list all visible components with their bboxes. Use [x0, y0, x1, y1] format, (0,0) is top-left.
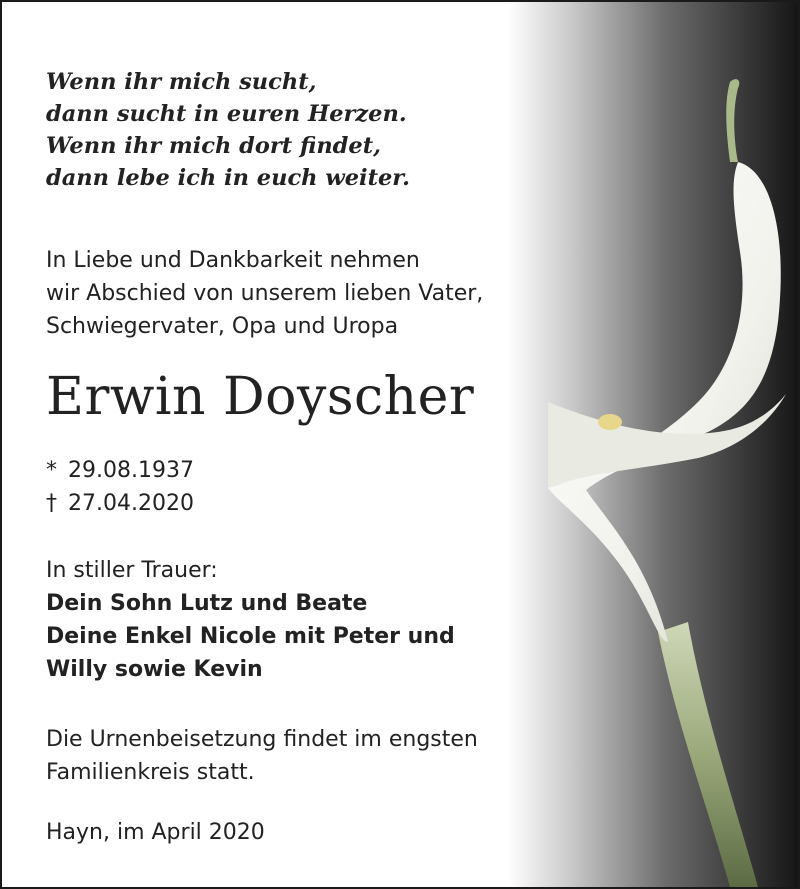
verse-line: dann lebe ich in euch weiter. [46, 165, 410, 191]
memorial-verse [46, 66, 410, 194]
death-date: 27.04.2020 [68, 491, 194, 516]
calla-lily-image [508, 2, 798, 887]
burial-notice [46, 723, 478, 789]
birth-date-line [46, 454, 194, 487]
verse-line: dann sucht in euren Herzen. [46, 101, 407, 127]
death-symbol: † [46, 491, 57, 516]
mourners-heading: In stiller Trauer: [46, 558, 218, 583]
farewell-intro [46, 244, 483, 343]
mourner-line: Dein Sohn Lutz und Beate [46, 591, 368, 616]
mourner-line: Deine Enkel Nicole mit Peter und [46, 624, 455, 649]
verse-line: Wenn ihr mich dort findet, [46, 133, 381, 159]
burial-line: Familienkreis statt. [46, 760, 255, 785]
death-date-line [46, 487, 194, 520]
birth-symbol: * [46, 458, 57, 483]
life-dates [46, 454, 194, 520]
intro-line: Schwiegervater, Opa und Uropa [46, 314, 399, 339]
birth-date: 29.08.1937 [68, 458, 194, 483]
intro-line: In Liebe und Dankbarkeit nehmen [46, 248, 420, 273]
deceased-name: Erwin Doyscher [46, 367, 475, 427]
mourner-line: Willy sowie Kevin [46, 657, 263, 682]
burial-line: Die Urnenbeisetzung findet im engsten [46, 727, 478, 752]
intro-line: wir Abschied von unserem lieben Vater, [46, 281, 484, 306]
verse-line: Wenn ihr mich sucht, [46, 69, 317, 95]
place-and-date: Hayn, im April 2020 [46, 820, 265, 845]
calla-lily-icon [508, 2, 798, 887]
mourners-section [46, 554, 455, 686]
